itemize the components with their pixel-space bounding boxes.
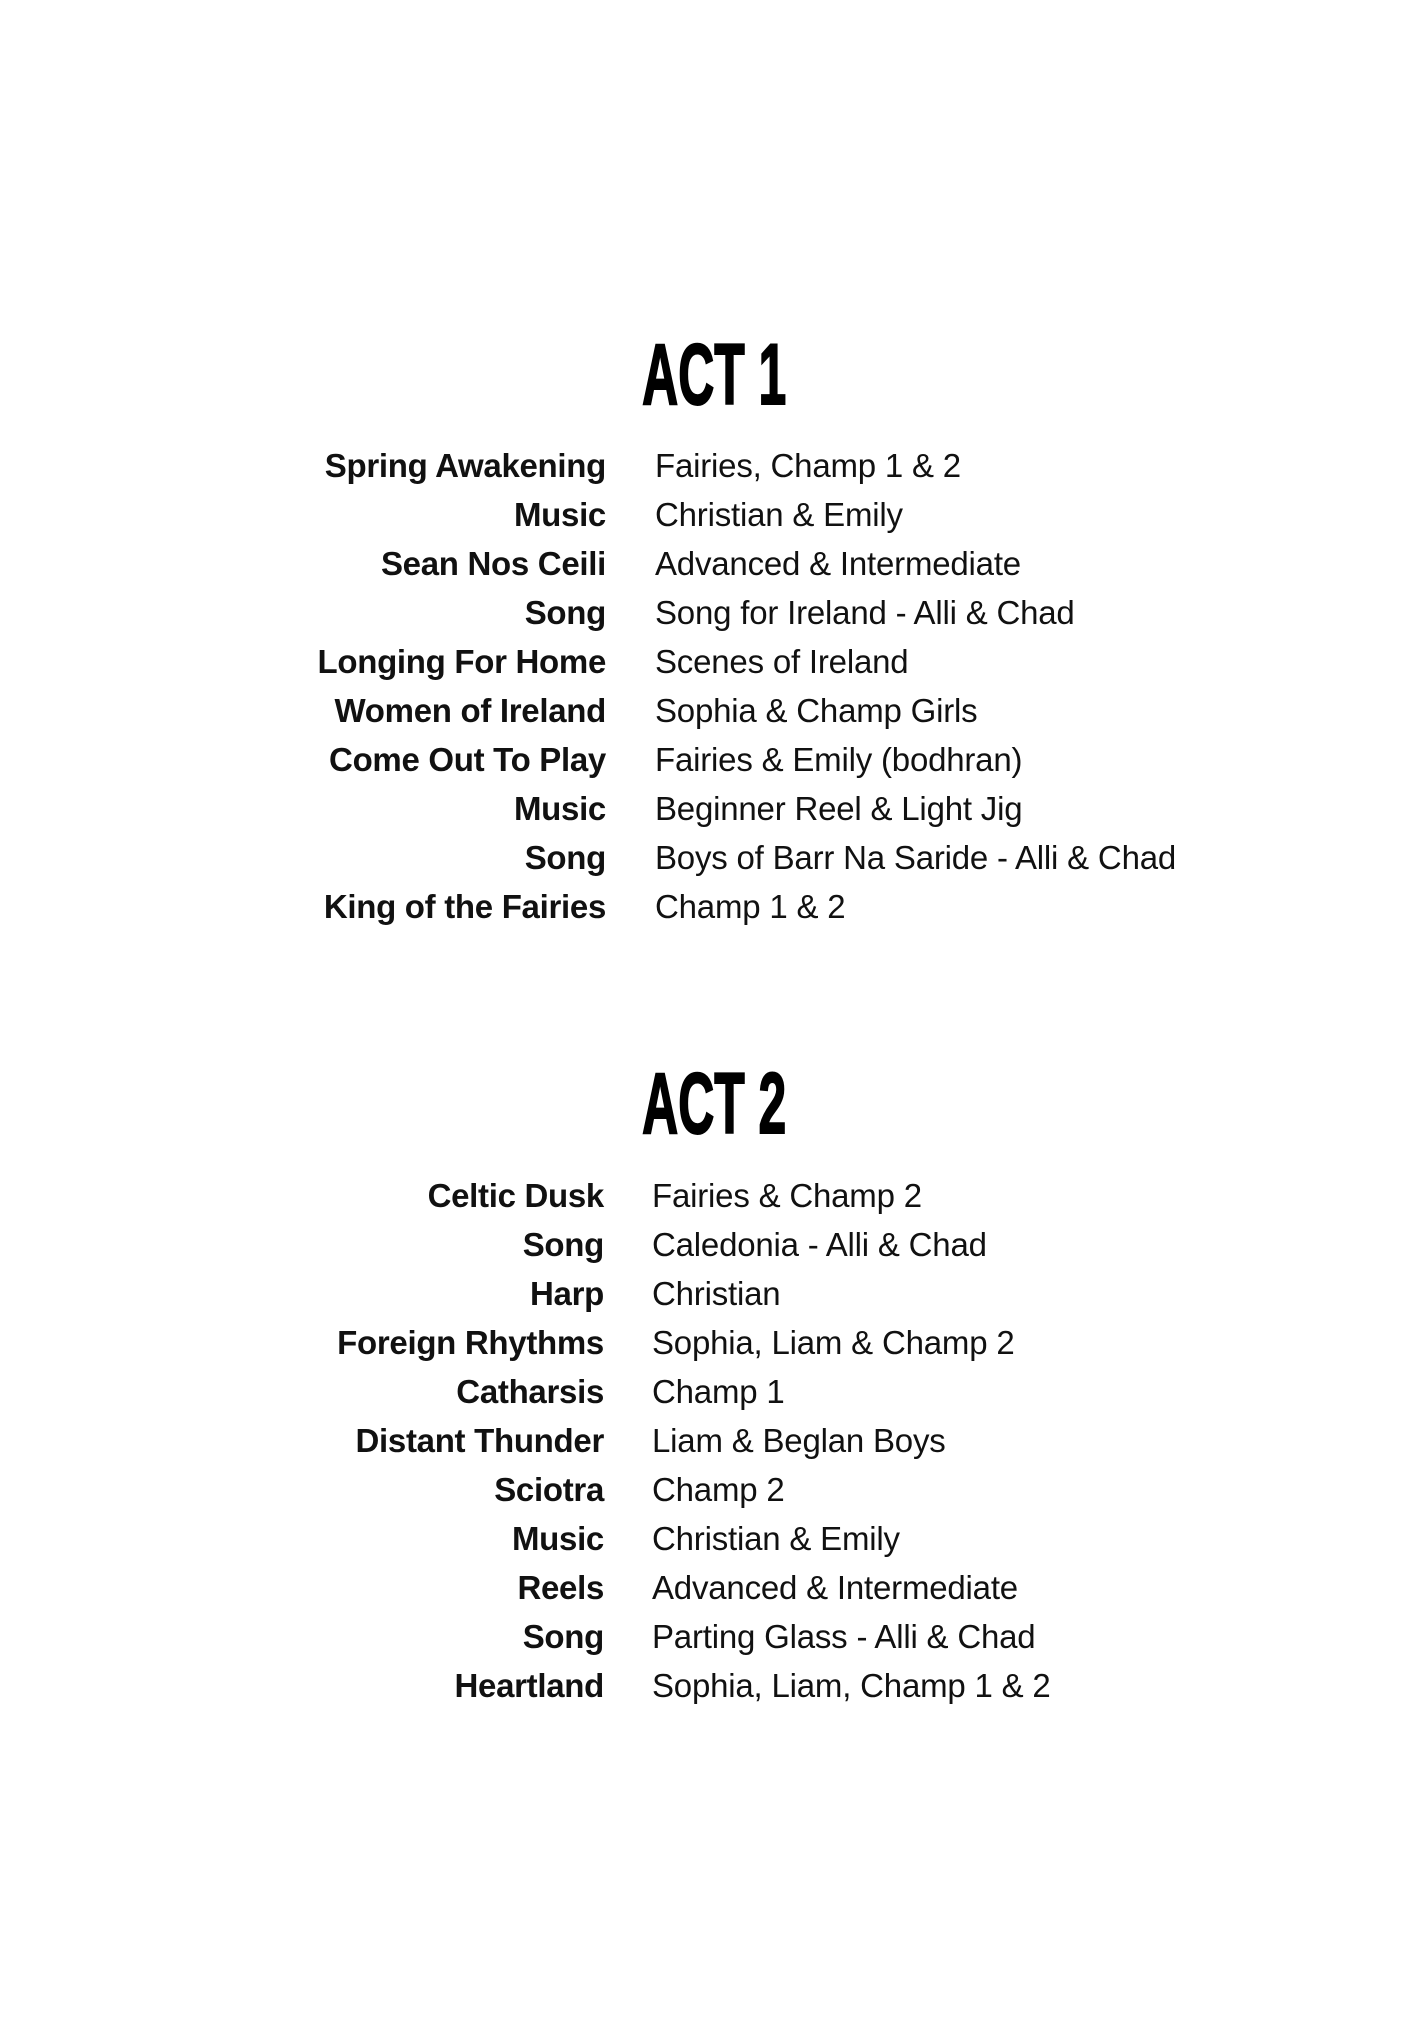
performers: Sophia, Liam, Champ 1 & 2: [652, 1667, 1051, 1704]
performers: Christian: [652, 1275, 781, 1312]
program-row: [0, 686, 1428, 735]
act-2-title: [0, 1056, 1428, 1152]
piece-title: Women of Ireland: [334, 692, 606, 729]
piece-title: Distant Thunder: [355, 1422, 604, 1459]
piece-title: Harp: [530, 1275, 604, 1312]
program-row: [0, 1171, 1428, 1220]
program-row: [0, 588, 1428, 637]
program-row: [0, 833, 1428, 882]
piece-title: Music: [513, 790, 606, 827]
performers: Boys of Barr Na Saride - Alli & Chad: [655, 839, 1177, 876]
performers: Christian & Emily: [652, 1520, 900, 1557]
performers: Fairies & Emily (bodhran): [655, 741, 1023, 778]
performers: Christian & Emily: [655, 496, 903, 533]
program-row: [0, 784, 1428, 833]
performers: Champ 1: [652, 1373, 785, 1410]
performers: Song for Ireland - Alli & Chad: [655, 594, 1075, 631]
act-1-title: [0, 327, 1428, 423]
program-row: [0, 1416, 1428, 1465]
piece-title: Catharsis: [456, 1373, 604, 1410]
program-row: [0, 1612, 1428, 1661]
performers: Advanced & Intermediate: [655, 545, 1021, 582]
act-1-program-list: [0, 441, 1428, 931]
program-row: [0, 1563, 1428, 1612]
performers: Caledonia - Alli & Chad: [652, 1226, 987, 1263]
performers: Advanced & Intermediate: [652, 1569, 1018, 1606]
piece-title: Foreign Rhythms: [337, 1324, 604, 1361]
piece-title: Celtic Dusk: [427, 1177, 604, 1214]
piece-title: Song: [524, 594, 606, 631]
performers: Liam & Beglan Boys: [652, 1422, 946, 1459]
program-row: [0, 490, 1428, 539]
act-2-program-list: [0, 1171, 1428, 1710]
piece-title: Longing For Home: [317, 643, 606, 680]
program-row: [0, 441, 1428, 490]
piece-title: Come Out To Play: [329, 741, 606, 778]
program-row: [0, 1514, 1428, 1563]
program-row: [0, 1367, 1428, 1416]
performers: Sophia & Champ Girls: [655, 692, 978, 729]
piece-title: Music: [513, 496, 606, 533]
program-row: [0, 1465, 1428, 1514]
program-row: [0, 735, 1428, 784]
piece-title: Song: [524, 839, 606, 876]
piece-title: Spring Awakening: [324, 447, 606, 484]
performers: Beginner Reel & Light Jig: [655, 790, 1023, 827]
performers: Champ 2: [652, 1471, 785, 1508]
performers: Champ 1 & 2: [655, 888, 846, 925]
performers: Sophia, Liam & Champ 2: [652, 1324, 1015, 1361]
piece-title: Heartland: [454, 1667, 604, 1704]
act-1-title-text: ACT 1: [641, 327, 787, 423]
program-row: [0, 1661, 1428, 1710]
performers: Parting Glass - Alli & Chad: [652, 1618, 1036, 1655]
performers: Fairies, Champ 1 & 2: [655, 447, 961, 484]
piece-title: Music: [511, 1520, 604, 1557]
piece-title: Song: [522, 1226, 604, 1263]
act-2-title-text: ACT 2: [641, 1056, 787, 1152]
piece-title: King of the Fairies: [323, 888, 606, 925]
performers: Scenes of Ireland: [655, 643, 909, 680]
program-row: [0, 1269, 1428, 1318]
program-row: [0, 1318, 1428, 1367]
program-row: [0, 637, 1428, 686]
program-row: [0, 539, 1428, 588]
piece-title: Sean Nos Ceili: [380, 545, 606, 582]
piece-title: Song: [522, 1618, 604, 1655]
piece-title: Sciotra: [494, 1471, 604, 1508]
program-row: [0, 882, 1428, 931]
program-row: [0, 1220, 1428, 1269]
piece-title: Reels: [517, 1569, 604, 1606]
performers: Fairies & Champ 2: [652, 1177, 922, 1214]
